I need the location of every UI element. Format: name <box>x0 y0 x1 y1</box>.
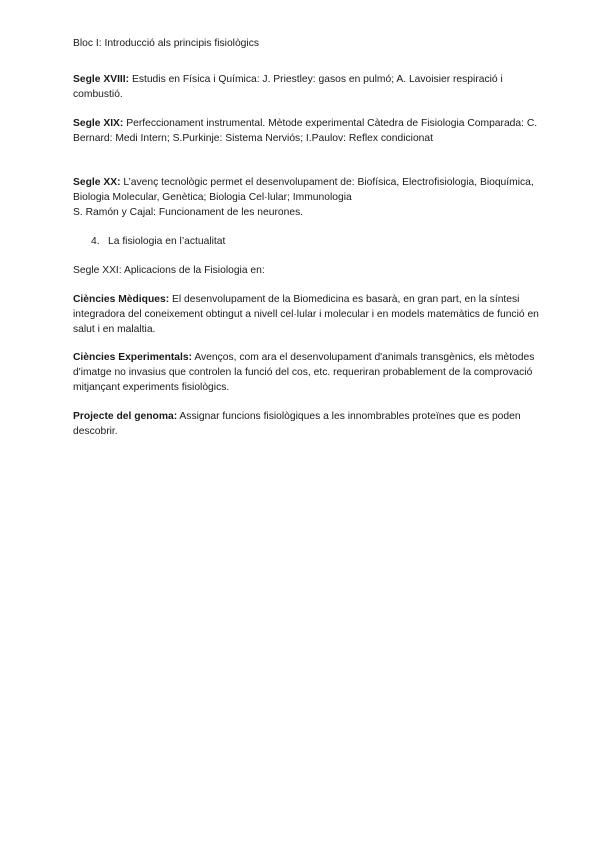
segle-xviii-label: Segle XVIII: <box>73 74 130 85</box>
projecte-genoma-text: Assignar funcions fisiològiques a les innombrables proteïnes que es poden descobrir. <box>73 411 521 437</box>
segle-xix-text: Perfeccionament instrumental. Mètode experimental Càtedra de Fisiologia Comparada: C. Bernard: Medi Intern; S.Purkinje: Sistema Nerviós; I.Paulov: Reflex condicionat <box>73 118 538 144</box>
ciencies-experimentals-label: Ciències Experimentals: <box>73 352 193 363</box>
paragraph-segle-xviii <box>73 72 543 102</box>
segle-xx-cajal: S. Ramón y Cajal: Funcionament de les neurones. <box>73 207 304 218</box>
ciencies-mediques-text: El desenvolupament de la Biomedicina es basarà, en gran part, en la síntesi integradora del coneixement obtingut a nivell cel·lular i molecular i en models matemàtics de funció en salut i en malaltia. <box>73 294 539 335</box>
paragraph-segle-xix <box>73 116 543 146</box>
section-header: Bloc I: Introducció als principis fisiològics <box>73 38 259 49</box>
ciencies-mediques-label: Ciències Mèdiques: <box>73 294 170 305</box>
segle-xx-text: L’avenç tecnològic permet el desenvolupament de: Biofísica, Electrofisiologia, Bioquímica, Biologia Molecular, Genètica; Biologia Cel·lular; Immunologia <box>73 177 534 203</box>
ciencies-experimentals-text: Avenços, com ara el desenvolupament d'animals transgènics, els mètodes d'imatge no invasius que controlen la funció del cos, etc. requeriran probablement de la comprovació mitjançant experiments fisiològics. <box>73 352 535 393</box>
segle-xviii-text: Estudis en Física i Química: J. Priestley: gasos en pulmó; A. Lavoisier respiració i combustió. <box>73 74 503 100</box>
paragraph-segle-xxi: Segle XXI: Aplicacions de la Fisiologia en: <box>73 265 265 276</box>
paragraph-ciencies-mediques <box>73 292 543 337</box>
paragraph-projecte-genoma <box>73 409 543 439</box>
paragraph-segle-xx <box>73 175 543 220</box>
segle-xx-label: Segle XX: <box>73 177 121 188</box>
paragraph-ciencies-experimentals <box>73 350 543 395</box>
numbered-list-item <box>91 234 531 249</box>
segle-xix-label: Segle XIX: <box>73 118 124 129</box>
list-item-text: La fisiologia en l’actualitat <box>108 236 226 247</box>
list-number: 4. <box>91 236 100 247</box>
projecte-genoma-label: Projecte del genoma: <box>73 411 178 422</box>
